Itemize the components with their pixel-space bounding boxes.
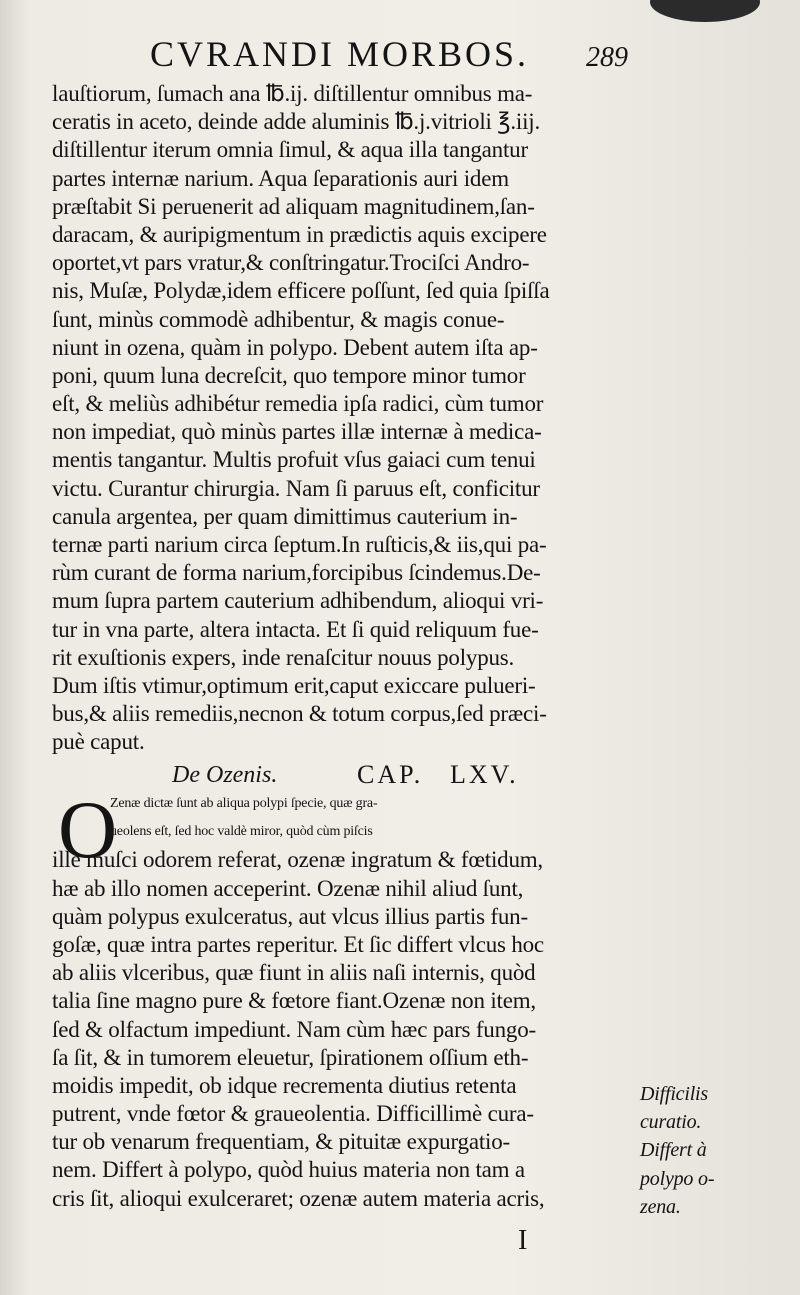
running-head: CVRANDI MORBOS. bbox=[150, 34, 530, 74]
text-line: hæ ab illo nomen acceperint. Ozenæ nihil aliud ſunt, bbox=[52, 875, 524, 901]
text-line: tur ob venarum frequentiam, & pituitæ expurgatio- bbox=[52, 1129, 510, 1155]
text-line: ſed & olfactum impediunt. Nam cùm hæc pars fungo- bbox=[52, 1016, 536, 1042]
text-line: putrent, vnde fœtor & graueolentia. Difficillimè cura- bbox=[52, 1101, 534, 1127]
chapter-number: LXV. bbox=[450, 760, 519, 789]
text-line: ille muſci odorem referat, ozenæ ingratum & fœtidum, bbox=[52, 847, 543, 873]
drop-initial: O bbox=[58, 784, 118, 875]
text-line: diſtillentur iterum omnia ſimul, & aqua illa tangantur bbox=[52, 137, 528, 163]
text-line: lauſtiorum, ſumach ana ℔.ij. diſtillentur omnibus ma- bbox=[52, 81, 533, 106]
text-line: daracam, & auripigmentum in prædictis aquis excipere bbox=[52, 221, 547, 247]
margin-note bbox=[640, 1080, 790, 1221]
margin-note-line: curatio. bbox=[640, 1111, 702, 1134]
text-line: niunt in ozena, quàm in polypo. Debent autem iſta ap- bbox=[52, 334, 538, 360]
text-line: partes internæ narium. Aqua ſeparationis auri idem bbox=[52, 165, 509, 191]
catchword: I bbox=[518, 1225, 528, 1256]
chapter-text bbox=[52, 784, 642, 1213]
text-line: præſtabit Si peruenerit ad aliquam magnitudinem,ſan- bbox=[52, 193, 535, 219]
text-line: mentis tangantur. Multis profuit vſus gaiaci cum tenui bbox=[52, 447, 536, 473]
text-line: rùm curant de forma narium,forcipibus ſcindemus.De- bbox=[52, 560, 541, 586]
page-number: 289 bbox=[586, 42, 628, 73]
text-line: moidis impedit, ob idque recrementa diutius retenta bbox=[52, 1072, 517, 1098]
text-line: oportet,vt pars vratur,& conſtringatur.Trociſci Andro- bbox=[52, 250, 530, 276]
text-line: tur in vna parte, altera intacta. Et ſi quid reliquum fue- bbox=[52, 616, 539, 642]
text-line: rit exuſtionis expers, inde renaſcitur nouus polypus. bbox=[52, 644, 515, 670]
text-line: eſt, & meliùs adhibétur remedia ipſa radici, cùm tumor bbox=[52, 391, 544, 417]
text-line: quàm polypus exulceratus, aut vlcus illius partis fun- bbox=[52, 903, 528, 929]
text-line: bus,& aliis remediis,necnon & totum corpus,ſed præci- bbox=[52, 701, 547, 727]
chapter-title: De Ozenis. bbox=[172, 762, 278, 788]
ink-blot bbox=[650, 0, 760, 22]
text-line: talia ſine magno pure & fœtore fiant.Ozenæ non item, bbox=[52, 988, 536, 1014]
text-line: victu. Curantur chirurgia. Nam ſi paruus eſt, conficitur bbox=[52, 475, 540, 501]
margin-note-line: Difficilis bbox=[640, 1083, 709, 1105]
text-line: poni, quum luna decreſcit, quo tempore minor tumor bbox=[52, 362, 526, 388]
text-line: non impediat, quò minùs partes illæ internæ à medica- bbox=[52, 419, 542, 445]
text-line: goſæ, quæ intra partes reperitur. Et ſic differt vlcus hoc bbox=[52, 931, 544, 957]
text-line: canula argentea, per quam dimittimus cauterium in- bbox=[52, 503, 518, 529]
text-line: mum ſupra partem cauterium adhibendum, alioqui vri- bbox=[52, 588, 544, 614]
margin-note-line: zena. bbox=[640, 1195, 681, 1218]
margin-note-line: Differt à bbox=[640, 1139, 707, 1162]
text-line: ſa ſit, & in tumorem eleuetur, ſpirationem oſſium eth- bbox=[52, 1044, 529, 1070]
text-line: puè caput. bbox=[52, 729, 145, 755]
text-line: ueolens eſt, ſed hoc valdè miror, quòd cùm piſcis bbox=[110, 824, 373, 840]
text-line: ternæ parti narium circa ſeptum.In ruſticis,& iis,qui pa- bbox=[52, 532, 547, 557]
text-line: ſunt, minùs commodè adhibentur, & magis conue- bbox=[52, 306, 505, 332]
margin-note-line: polypo o- bbox=[640, 1167, 715, 1190]
text-line: Zenæ dictæ ſunt ab aliqua polypi ſpecie, quæ gra- bbox=[110, 796, 378, 811]
text-line: Dum iſtis vtimur,optimum erit,caput exiccare pulueri- bbox=[52, 672, 536, 698]
chapter-heading bbox=[172, 760, 632, 790]
body-text bbox=[52, 80, 642, 757]
chapter-label: CAP. bbox=[357, 760, 424, 789]
text-line: ab aliis vlceribus, quæ fiunt in aliis naſi internis, quòd bbox=[52, 960, 536, 986]
text-line: ceratis in aceto, deinde adde aluminis ℔.j.vitrioli ℥.iij. bbox=[52, 109, 541, 135]
text-line: cris ſit, alioqui exulceraret; ozenæ autem materia acris, bbox=[52, 1185, 545, 1211]
text-line: nem. Differt à polypo, quòd huius materia non tam a bbox=[52, 1157, 525, 1183]
text-line: nis, Muſæ, Polydæ,idem efficere poſſunt, ſed quia ſpiſſa bbox=[52, 278, 550, 304]
